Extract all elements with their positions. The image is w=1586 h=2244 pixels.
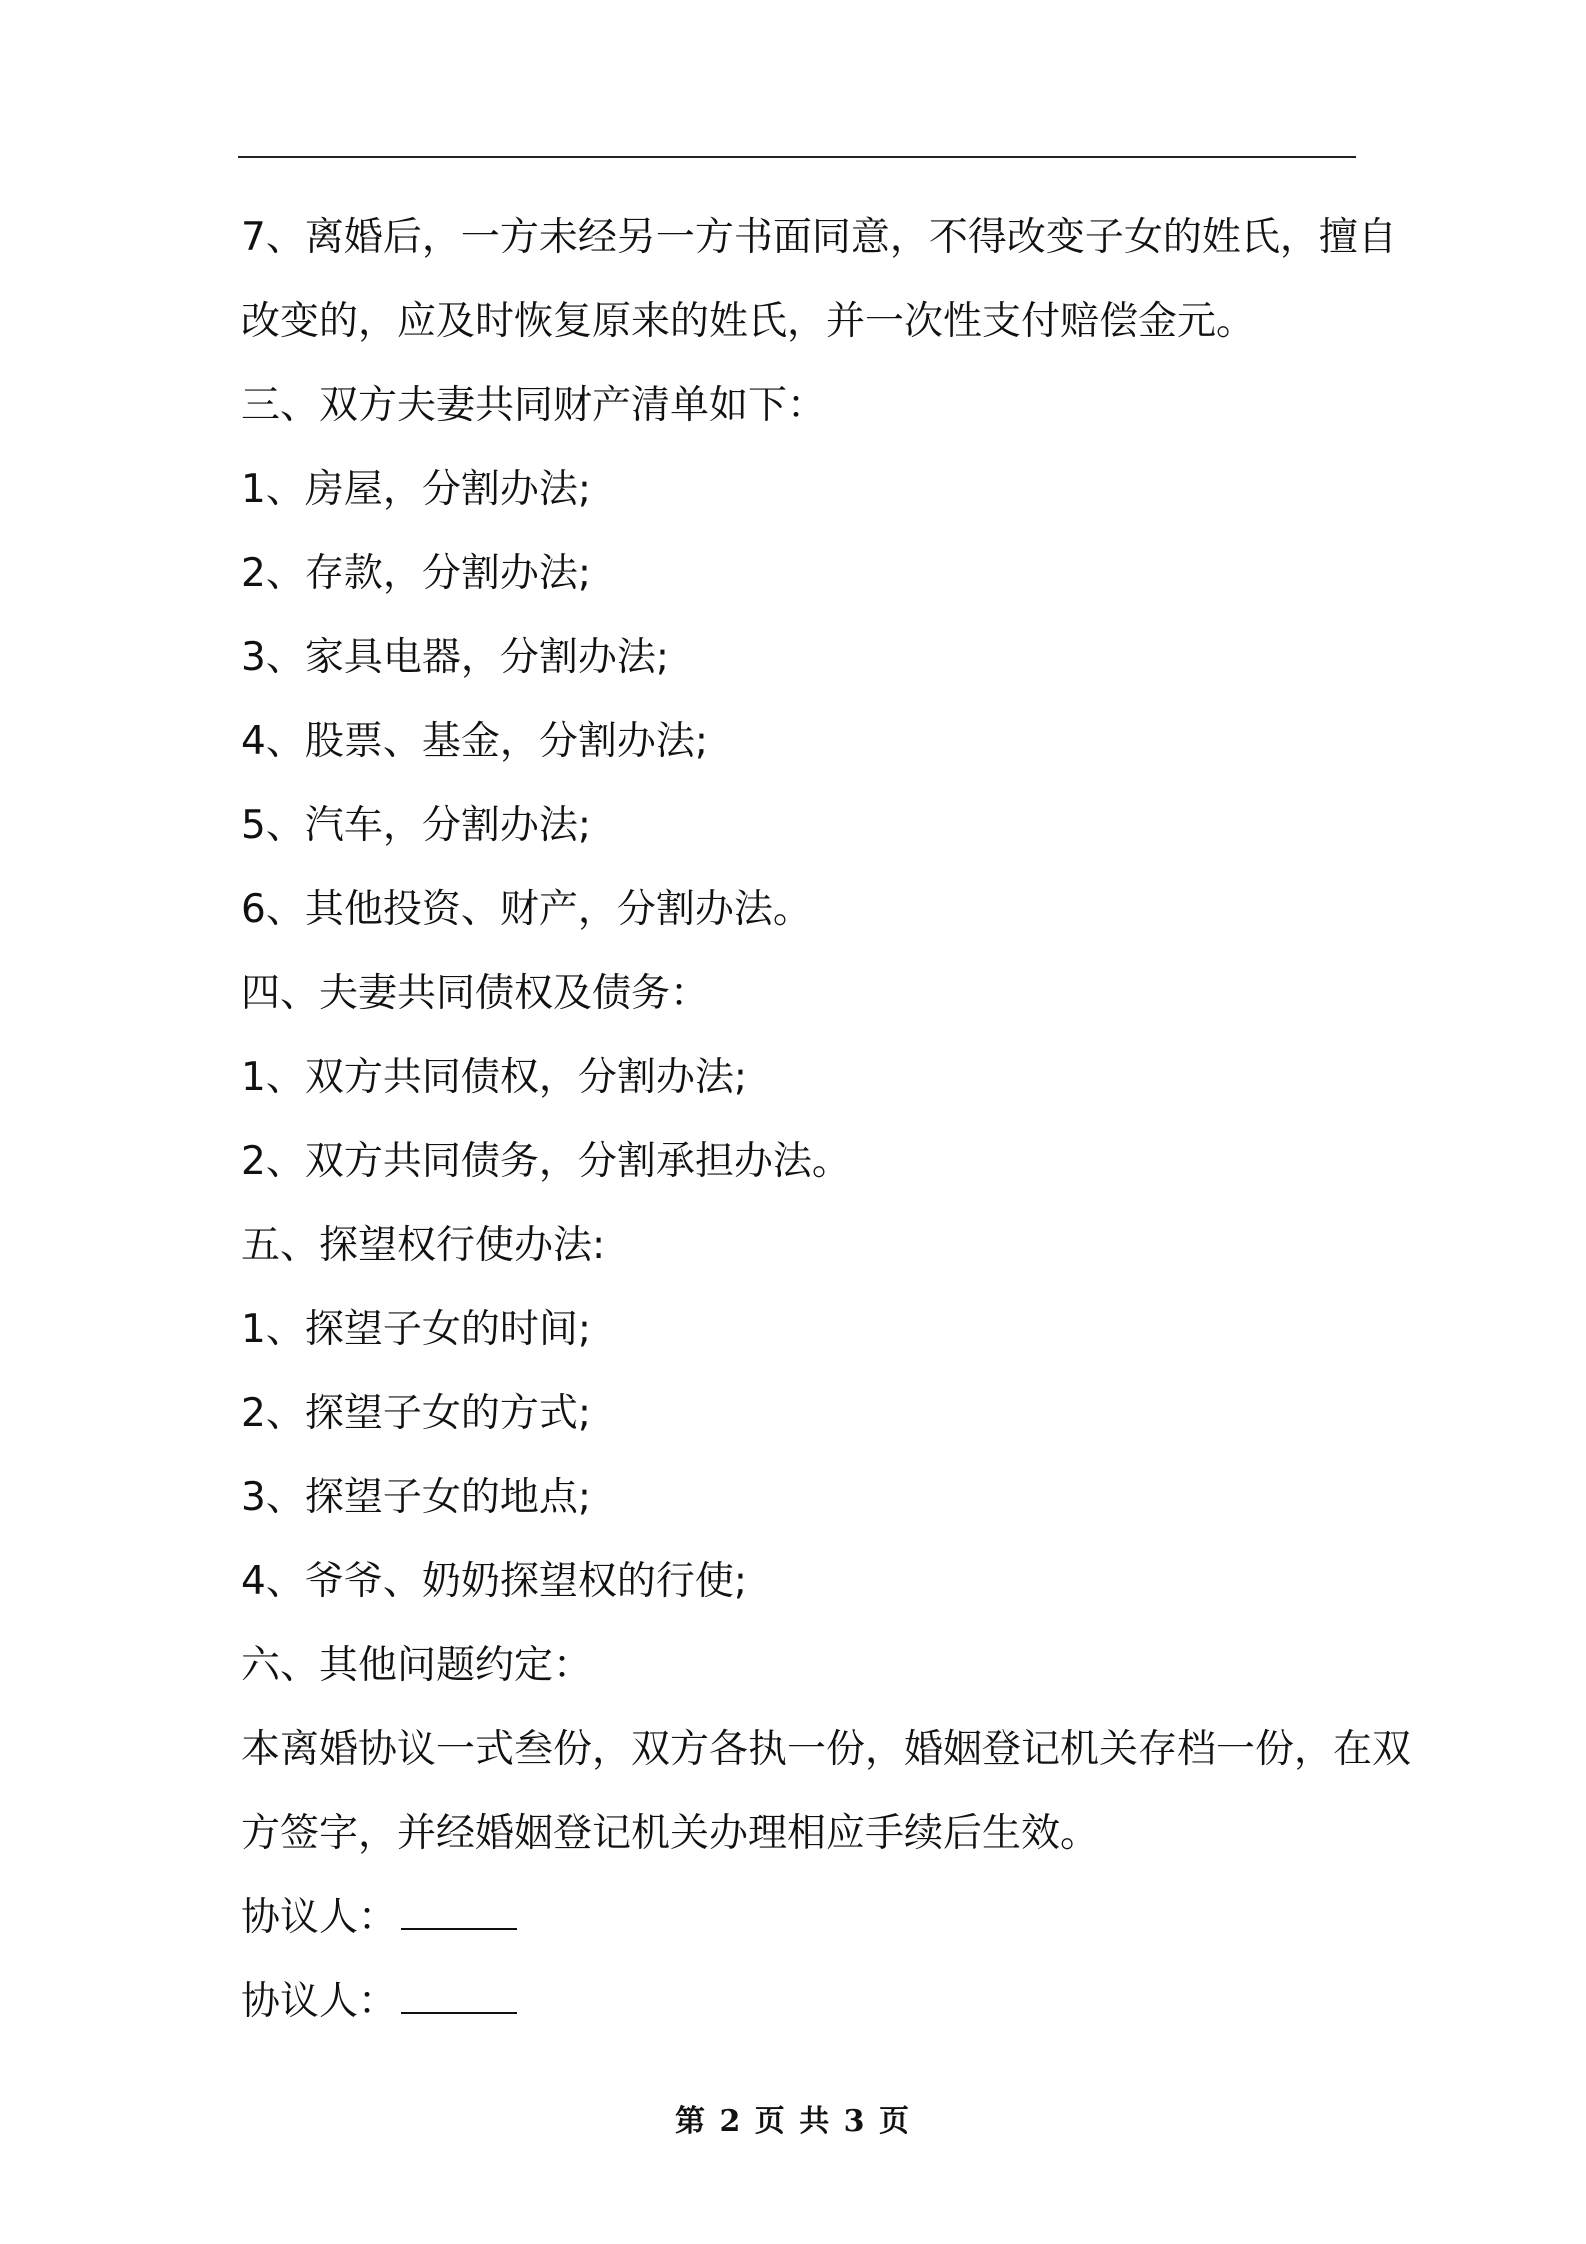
text-line: 7、离婚后，一方未经另一方书面同意，不得改变子女的姓氏，擅自 <box>241 215 1397 260</box>
list-item: 3、家具电器，分割办法; <box>241 635 669 680</box>
list-item: 1、房屋，分割办法; <box>241 467 591 512</box>
text-line: 改变的，应及时恢复原来的姓氏，并一次性支付赔偿金元。 <box>241 299 1256 344</box>
section-heading: 六、其他问题约定： <box>241 1643 593 1688</box>
list-item: 5、汽车，分割办法; <box>241 803 591 848</box>
signature-line <box>241 1876 1359 1960</box>
list-item: 2、双方共同债务，分割承担办法。 <box>241 1139 851 1184</box>
signature-blank[interactable] <box>401 1898 517 1930</box>
page-number: 第 2 页 共 3 页 <box>675 2104 911 2139</box>
list-item: 2、探望子女的方式; <box>241 1391 591 1436</box>
signature-blank[interactable] <box>401 1982 517 2014</box>
signature-label: 协议人： <box>241 1895 398 1940</box>
list-item: 1、探望子女的时间; <box>241 1307 591 1352</box>
signature-label: 协议人： <box>241 1979 398 2024</box>
list-item: 4、爷爷、奶奶探望权的行使; <box>241 1559 747 1604</box>
document-body <box>241 196 1412 2044</box>
section-heading: 三、双方夫妻共同财产清单如下： <box>241 383 827 428</box>
section-heading: 五、探望权行使办法: <box>241 1223 606 1268</box>
list-item: 6、其他投资、财产，分割办法。 <box>241 887 812 932</box>
signature-line <box>241 1960 1359 2044</box>
header-divider <box>238 156 1356 158</box>
list-item: 3、探望子女的地点; <box>241 1475 591 1520</box>
text-line: 本离婚协议一式叁份，双方各执一份，婚姻登记机关存档一份，在双 <box>241 1727 1412 1772</box>
section-heading: 四、夫妻共同债权及债务： <box>241 971 710 1016</box>
list-item: 2、存款，分割办法; <box>241 551 591 596</box>
list-item: 1、双方共同债权，分割办法; <box>241 1055 747 1100</box>
list-item: 4、股票、基金，分割办法; <box>241 719 708 764</box>
text-line: 方签字，并经婚姻登记机关办理相应手续后生效。 <box>241 1811 1100 1856</box>
